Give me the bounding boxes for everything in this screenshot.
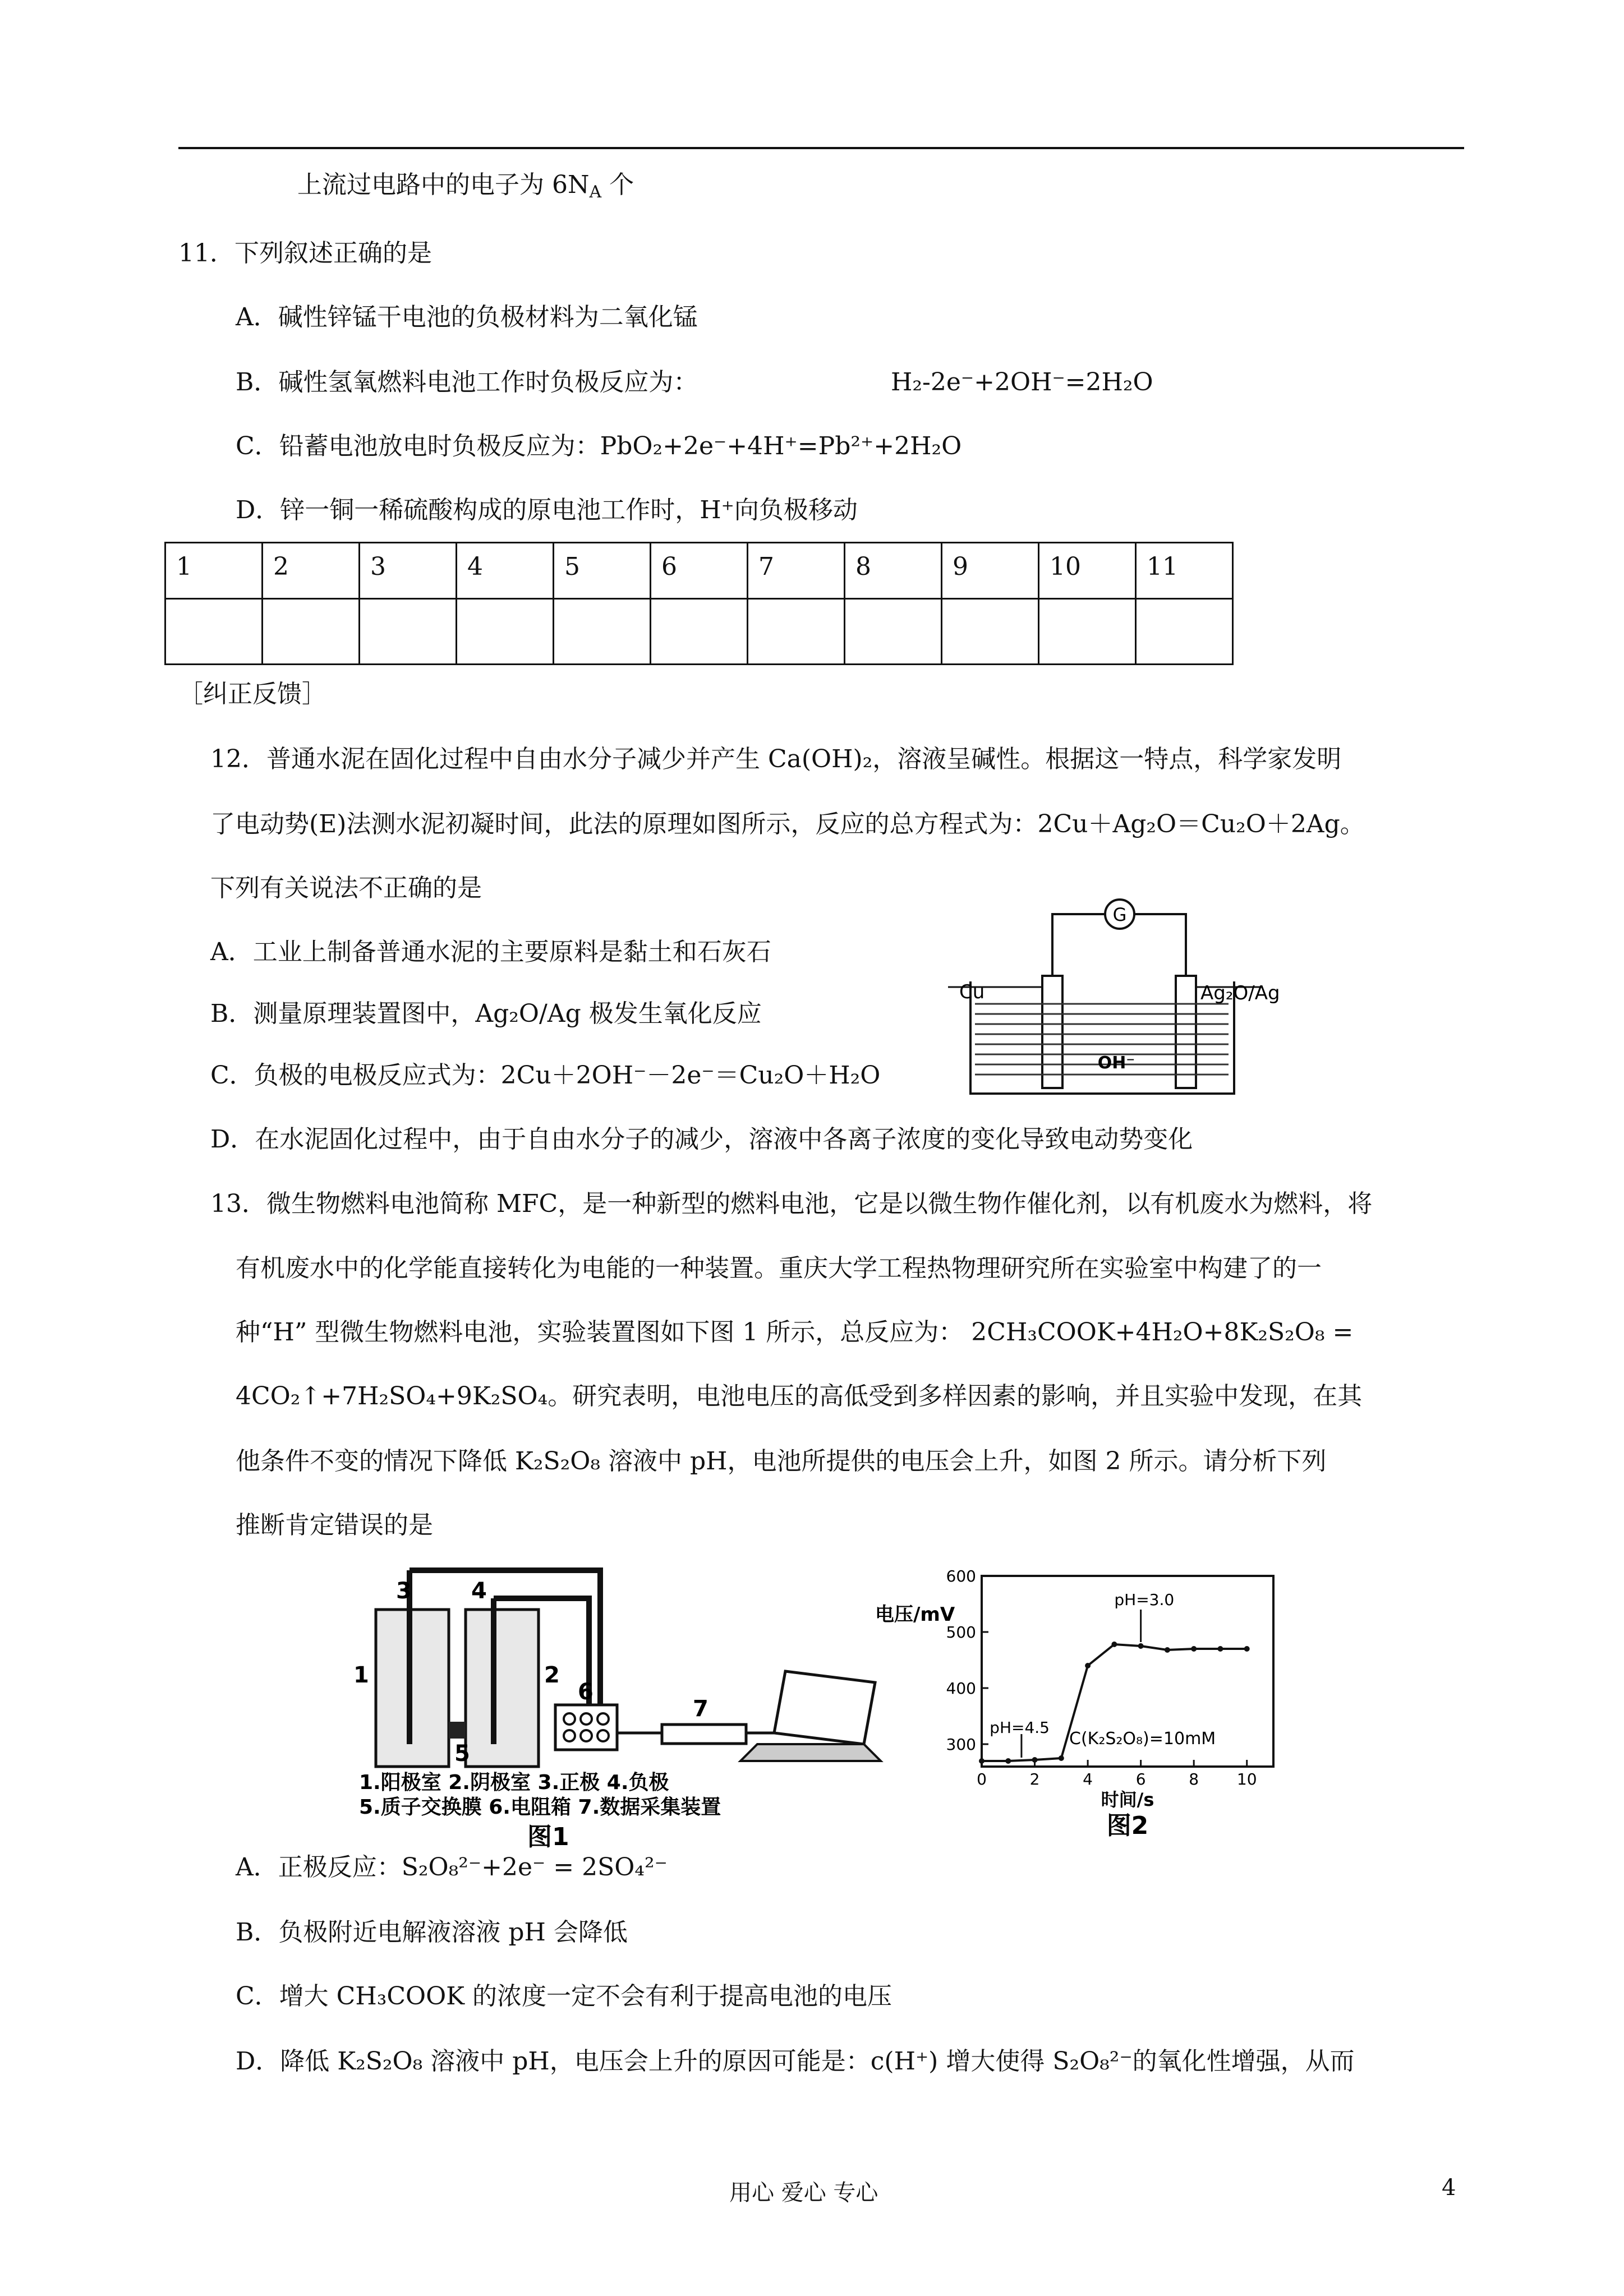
q11-option-b: B．碱性氢氧燃料电池工作时负极反应为： (236, 368, 698, 397)
x-axis-ticks (977, 1760, 1257, 1788)
annotation-ph-4-5: pH=4.5 (990, 1718, 1050, 1737)
answer-cell-blank[interactable] (942, 599, 1039, 665)
proton-exchange-membrane (449, 1722, 466, 1739)
answer-table-header-row (165, 543, 1233, 599)
cathode-chamber (466, 1610, 539, 1767)
answer-cell-header: 9 (942, 543, 1039, 599)
answer-cell-header: 4 (457, 543, 554, 599)
answer-cell-blank[interactable] (748, 599, 845, 665)
x-tick-label: 4 (1083, 1770, 1093, 1788)
fig1-label-7: 7 (693, 1696, 709, 1722)
header-rule (178, 147, 1464, 149)
data-point (1085, 1663, 1091, 1668)
q11-stem: 11．下列叙述正确的是 (178, 239, 432, 268)
data-point (1059, 1755, 1064, 1761)
answer-cell-header: 1 (165, 543, 263, 599)
q11-option-d: D．锌一铜一稀硫酸构成的原电池工作时，H⁺向负极移动 (236, 496, 858, 524)
answer-cell-header: 8 (845, 543, 942, 599)
answer-cell-blank[interactable] (651, 599, 748, 665)
data-point (979, 1758, 984, 1764)
q13-option-a: A．正极反应：S₂O₈²⁻+2e⁻ = 2SO₄²⁻ (236, 1853, 668, 1882)
footer-center-text: 用心 爱心 专心 (729, 2180, 878, 2206)
fig2-caption: 图2 (1106, 1811, 1149, 1840)
x-axis-label: 时间/s (1101, 1789, 1154, 1810)
feedback-label: ［纠正反馈］ (178, 680, 326, 708)
data-point (1244, 1646, 1250, 1652)
answer-table (164, 542, 1234, 665)
fig1-label-3: 3 (396, 1578, 412, 1604)
q13-option-c: C．增大 CH₃COOK 的浓度一定不会有利于提高电池的电压 (236, 1982, 892, 2011)
data-point (1111, 1642, 1117, 1647)
fig1-legend-line1: 1.阳极室 2.阴极室 3.正极 4.负极 (359, 1771, 669, 1794)
answer-cell-blank[interactable] (1039, 599, 1136, 665)
q12-option-b: B．测量原理装置图中，Ag₂O/Ag 极发生氧化反应 (210, 999, 762, 1028)
y-tick-label: 500 (946, 1623, 976, 1642)
data-point (1138, 1643, 1144, 1649)
laptop-keyboard-icon (740, 1744, 881, 1761)
ag2o-ag-label: Ag₂O/Ag (1200, 982, 1280, 1004)
q11-option-b-equation: H₂-2e⁻+2OH⁻=2H₂O (891, 368, 1153, 397)
q13-line4: 4CO₂↑+7H₂SO₄+9K₂SO₄。研究表明，电池电压的高低受到多样因素的影响，并且实验中发现，在其 (236, 1382, 1363, 1410)
answer-cell-header: 6 (651, 543, 748, 599)
x-tick-label: 0 (977, 1770, 987, 1788)
answer-cell-blank[interactable] (1136, 599, 1233, 665)
fig1-label-5: 5 (454, 1741, 470, 1767)
answer-cell-header: 2 (263, 543, 360, 599)
data-point (1032, 1757, 1038, 1763)
y-tick-label: 600 (946, 1567, 976, 1585)
y-axis-label: 电压/mV (875, 1603, 955, 1626)
x-tick-label: 2 (1029, 1770, 1040, 1788)
page-number: 4 (1442, 2175, 1456, 2201)
q11-option-c: C．铅蓄电池放电时负极反应为：PbO₂+2e⁻+4H⁺=Pb²⁺+2H₂O (236, 432, 962, 460)
answer-cell-blank[interactable] (457, 599, 554, 665)
annotation-concentration: C(K₂S₂O₈)=10mM (1069, 1729, 1216, 1749)
q12-stem-line3: 下列有关说法不正确的是 (210, 874, 482, 902)
answer-cell-header: 10 (1039, 543, 1136, 599)
electrolyte-label: OH⁻ (1097, 1053, 1135, 1073)
answer-cell-header: 11 (1136, 543, 1233, 599)
q12-electrolysis-diagram (948, 886, 1280, 1105)
q12-stem-line1: 12．普通水泥在固化过程中自由水分子减少并产生 Ca(OH)₂，溶液呈碱性。根据这一特点，科学家发明 (210, 745, 1342, 773)
y-tick-label: 400 (946, 1679, 976, 1698)
q13-line2: 有机废水中的化学能直接转化为电能的一种装置。重庆大学工程热物理研究所在实验室中构建了的一 (236, 1254, 1322, 1283)
answer-cell-blank[interactable] (263, 599, 360, 665)
answer-cell-header: 5 (554, 543, 651, 599)
q12-option-d: D．在水泥固化过程中，由于自由水分子的减少，溶液中各离子浓度的变化导致电动势变化 (210, 1125, 1193, 1154)
data-acquisition-device (662, 1725, 746, 1744)
q12-option-c: C．负极的电极反应式为：2Cu＋2OH⁻－2e⁻＝Cu₂O＋H₂O (210, 1061, 881, 1090)
data-point (1191, 1646, 1197, 1652)
q12-option-a: A．工业上制备普通水泥的主要原料是黏土和石灰石 (210, 938, 771, 966)
q12-stem-line2: 了电动势(E)法测水泥初凝时间，此法的原理如图所示，反应的总方程式为：2Cu＋Ag₂O＝Cu₂O＋2Ag。 (210, 810, 1365, 838)
laptop-screen-icon (774, 1671, 875, 1744)
answer-cell-blank[interactable] (360, 599, 457, 665)
cu-electrode (1042, 976, 1062, 1088)
answer-cell-header: 7 (748, 543, 845, 599)
annotation-ph-3-0: pH=3.0 (1114, 1590, 1175, 1609)
x-tick-label: 6 (1135, 1770, 1146, 1788)
galvanometer-label: G (1112, 904, 1127, 925)
cu-label: Cu (959, 981, 985, 1003)
y-tick-label: 300 (946, 1735, 976, 1754)
q13-line3: 种“H” 型微生物燃料电池，实验装置图如下图 1 所示，总反应为： 2CH₃COOK+4H₂O+8K₂S₂O₈ = (236, 1318, 1354, 1347)
fig1-label-4: 4 (471, 1578, 487, 1604)
data-point (1217, 1646, 1223, 1652)
q13-option-b: B．负极附近电解液溶液 pH 会降低 (236, 1918, 628, 1947)
answer-cell-blank[interactable] (165, 599, 263, 665)
figure-1-mfc-apparatus (342, 1565, 965, 1851)
answer-cell-blank[interactable] (554, 599, 651, 665)
data-point (1165, 1647, 1170, 1653)
x-tick-label: 10 (1236, 1770, 1257, 1788)
ag2o-electrode (1176, 976, 1196, 1088)
fig1-caption: 图1 (527, 1823, 569, 1851)
figure-2-voltage-chart (875, 1553, 1290, 1840)
answer-cell-header: 3 (360, 543, 457, 599)
fig1-label-1: 1 (353, 1662, 369, 1688)
x-tick-label: 8 (1189, 1770, 1199, 1788)
fig1-label-6: 6 (578, 1679, 594, 1705)
q11-option-a: A．碱性锌锰干电池的负极材料为二氧化锰 (236, 303, 698, 331)
answer-cell-blank[interactable] (845, 599, 942, 665)
resistance-box (555, 1705, 617, 1750)
q13-line1: 13．微生物燃料电池简称 MFC，是一种新型的燃料电池，它是以微生物作催化剂，以有机废水为燃料，将 (210, 1190, 1373, 1218)
data-point (1005, 1758, 1011, 1764)
fig1-label-2: 2 (544, 1662, 560, 1688)
q13-option-d: D．降低 K₂S₂O₈ 溶液中 pH，电压会上升的原因可能是：c(H⁺) 增大使得 S₂O₈²⁻的氧化性增强，从而 (236, 2047, 1355, 2076)
q13-line5: 他条件不变的情况下降低 K₂S₂O₈ 溶液中 pH，电池所提供的电压会上升，如图 2 所示。请分析下列 (236, 1447, 1327, 1476)
q13-line6: 推断肯定错误的是 (236, 1511, 433, 1539)
answer-table-blank-row (165, 599, 1233, 665)
q10-tail: 上流过电路中的电子为 $6N_A$ 个 (297, 170, 634, 202)
fig1-legend-line2: 5.质子交换膜 6.电阻箱 7.数据采集装置 (359, 1796, 721, 1819)
